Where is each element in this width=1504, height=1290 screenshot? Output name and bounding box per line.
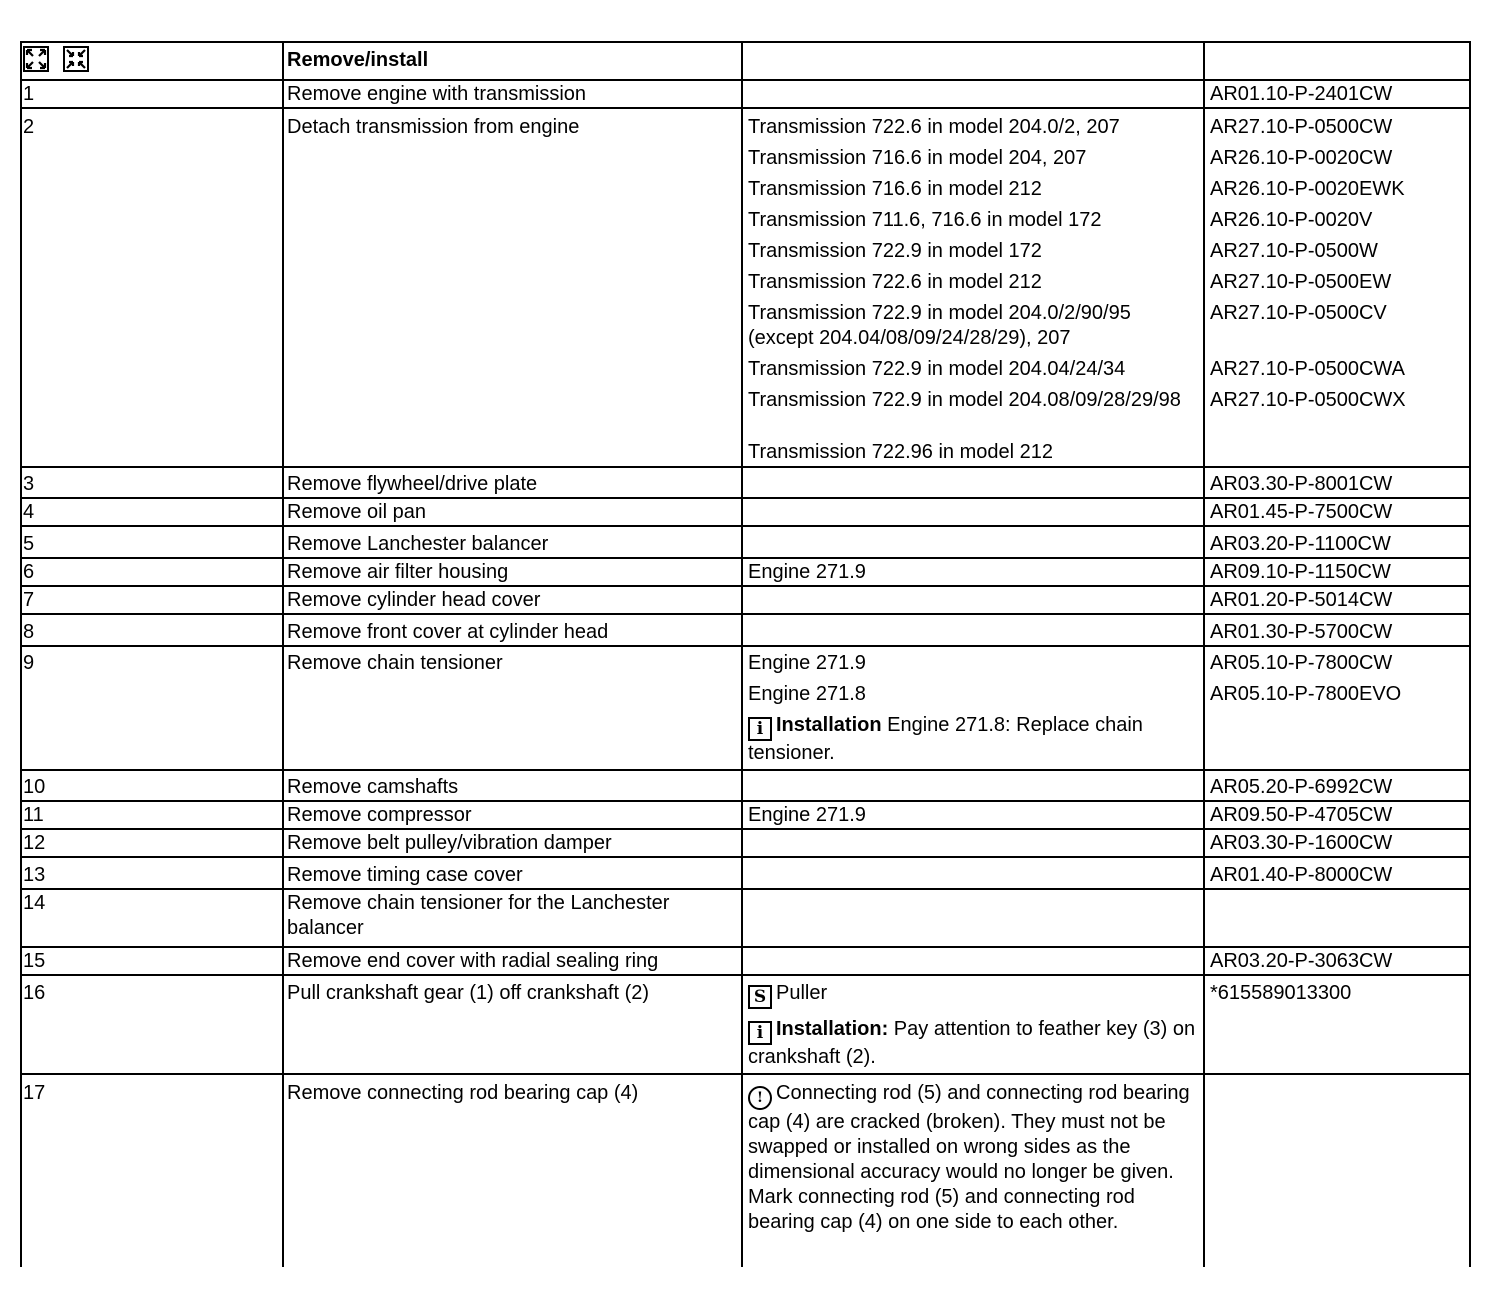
- tool-label: Puller: [776, 982, 828, 1004]
- header-empty-cell: [1204, 42, 1470, 80]
- table-row: [21, 889, 1470, 947]
- step-description: Remove belt pulley/vibration damper: [283, 829, 742, 857]
- step-note: [742, 498, 1204, 526]
- doc-reference-link[interactable]: AR27.10-P-0500CV: [1210, 302, 1387, 324]
- step-note: [742, 467, 1204, 498]
- note-line: Transmission 722.6 in model 204.0/2, 207: [748, 116, 1120, 138]
- step-note: [742, 646, 1204, 770]
- procedure-table: [20, 41, 1471, 1267]
- info-icon: i: [748, 717, 772, 741]
- step-note: [742, 889, 1204, 947]
- table-row: [21, 558, 1470, 586]
- doc-reference-link[interactable]: AR01.10-P-2401CW: [1204, 80, 1470, 108]
- doc-reference-link[interactable]: AR01.20-P-5014CW: [1204, 586, 1470, 614]
- note-line: Transmission 722.9 in model 204.04/24/34: [748, 358, 1126, 380]
- info-note: [748, 1017, 1199, 1073]
- doc-reference-link[interactable]: AR03.20-P-1100CW: [1204, 526, 1470, 558]
- step-note: [742, 770, 1204, 801]
- table-row: [21, 526, 1470, 558]
- expand-all-icon[interactable]: [23, 46, 49, 72]
- table-row: [21, 1074, 1470, 1267]
- note-line: Engine 271.8: [748, 683, 866, 705]
- special-tool-icon: S: [748, 985, 772, 1009]
- step-number: 15: [21, 947, 283, 975]
- table-row: [21, 947, 1470, 975]
- step-note: [742, 975, 1204, 1074]
- step-note: Engine 271.9: [742, 558, 1204, 586]
- table-row: [21, 829, 1470, 857]
- step-description: Pull crankshaft gear (1) off crankshaft (2): [283, 975, 742, 1074]
- table-row: [21, 586, 1470, 614]
- doc-reference-link[interactable]: AR01.30-P-5700CW: [1204, 614, 1470, 646]
- doc-reference-link[interactable]: [1204, 889, 1470, 947]
- step-number: 7: [21, 586, 283, 614]
- step-number: 3: [21, 467, 283, 498]
- note-line: Transmission 722.9 in model 204.0/2/90/95 (except 204.04/08/09/24/28/29), 207: [748, 302, 1131, 349]
- header-row: [21, 42, 1470, 80]
- doc-reference-link[interactable]: AR27.10-P-0500W: [1210, 240, 1378, 262]
- info-text: Engine 271.8: Replace chain tensioner.: [748, 714, 1143, 764]
- step-description: Remove compressor: [283, 801, 742, 829]
- step-number: 2: [21, 108, 283, 467]
- step-note: Engine 271.9: [742, 801, 1204, 829]
- step-number: 11: [21, 801, 283, 829]
- header-title: Remove/install: [283, 42, 742, 80]
- tool-part-number-link[interactable]: *615589013300: [1204, 975, 1470, 1074]
- doc-reference-link[interactable]: AR01.40-P-8000CW: [1204, 857, 1470, 889]
- table-row: [21, 108, 1470, 467]
- step-description: Remove flywheel/drive plate: [283, 467, 742, 498]
- doc-reference-link[interactable]: AR03.30-P-8001CW: [1204, 467, 1470, 498]
- step-description: Remove camshafts: [283, 770, 742, 801]
- note-line: Transmission 711.6, 716.6 in model 172: [748, 209, 1102, 231]
- step-description: Remove front cover at cylinder head: [283, 614, 742, 646]
- table-row: [21, 646, 1470, 770]
- doc-reference-link[interactable]: AR03.20-P-3063CW: [1204, 947, 1470, 975]
- step-description: Remove oil pan: [283, 498, 742, 526]
- table-row: [21, 614, 1470, 646]
- doc-reference-link[interactable]: AR09.50-P-4705CW: [1204, 801, 1470, 829]
- step-description: Remove engine with transmission: [283, 80, 742, 108]
- step-description: Remove chain tensioner: [283, 646, 742, 770]
- note-line: Engine 271.9: [748, 652, 866, 674]
- step-description: Detach transmission from engine: [283, 108, 742, 467]
- info-label: Installation: [776, 714, 882, 736]
- warning-text: Connecting rod (5) and connecting rod bearing cap (4) are cracked (broken). They must not be swapped or installed on wrong sides as the dimensional accuracy would no longer be given. Mark connecting rod (5) and connecting rod bearing cap (4) on one side to each other.: [748, 1082, 1190, 1233]
- step-description: Remove chain tensioner for the Lanchester balancer: [283, 889, 742, 947]
- step-note: [742, 80, 1204, 108]
- step-note: [742, 586, 1204, 614]
- step-note: [742, 829, 1204, 857]
- doc-reference-link[interactable]: AR27.10-P-0500EW: [1210, 271, 1392, 293]
- step-number: 6: [21, 558, 283, 586]
- info-note: [748, 713, 1199, 769]
- header-icons-cell: [21, 42, 283, 80]
- doc-reference-link[interactable]: AR05.10-P-7800EVO: [1210, 683, 1402, 705]
- step-note: [742, 857, 1204, 889]
- step-number: 8: [21, 614, 283, 646]
- info-text: Pay attention to feather key (3) on crankshaft (2).: [748, 1018, 1196, 1068]
- step-note: [742, 526, 1204, 558]
- table-row: [21, 801, 1470, 829]
- warning-icon: !: [748, 1086, 772, 1110]
- step-note: [742, 947, 1204, 975]
- collapse-all-icon[interactable]: [63, 46, 89, 72]
- note-line: Transmission 716.6 in model 204, 207: [748, 147, 1087, 169]
- table-row: [21, 770, 1470, 801]
- step-description: Remove air filter housing: [283, 558, 742, 586]
- step-number: 13: [21, 857, 283, 889]
- doc-reference-link[interactable]: [1204, 1074, 1470, 1267]
- step-number: 17: [21, 1074, 283, 1267]
- doc-reference-link[interactable]: AR27.10-P-0500CWX: [1210, 389, 1406, 411]
- step-description: Remove timing case cover: [283, 857, 742, 889]
- step-number: 16: [21, 975, 283, 1074]
- tool-note: [748, 981, 1199, 1009]
- note-line: Transmission 722.9 in model 204.08/09/28/29/98: [748, 389, 1181, 411]
- doc-reference-link[interactable]: AR26.10-P-0020EWK: [1210, 178, 1405, 200]
- info-icon: i: [748, 1021, 772, 1045]
- doc-reference-link[interactable]: AR26.10-P-0020CW: [1210, 147, 1393, 169]
- table-row: [21, 498, 1470, 526]
- doc-reference-link[interactable]: AR05.20-P-6992CW: [1204, 770, 1470, 801]
- step-number: 1: [21, 80, 283, 108]
- procedure-document: [20, 41, 1463, 1267]
- step-note: [742, 614, 1204, 646]
- table-row: [21, 467, 1470, 498]
- doc-reference-link[interactable]: AR27.10-P-0500CWA: [1210, 358, 1405, 380]
- table-row: [21, 857, 1470, 889]
- step-description: Remove end cover with radial sealing ring: [283, 947, 742, 975]
- note-line: Transmission 722.96 in model 212: [748, 441, 1053, 463]
- step-note: [742, 1074, 1204, 1267]
- doc-reference-link[interactable]: AR01.45-P-7500CW: [1204, 498, 1470, 526]
- note-line: Transmission 722.9 in model 172: [748, 240, 1042, 262]
- step-number: 4: [21, 498, 283, 526]
- doc-reference-link[interactable]: AR27.10-P-0500CW: [1210, 116, 1393, 138]
- header-empty-cell: [742, 42, 1204, 80]
- doc-reference-cell: [1204, 646, 1470, 770]
- step-note: [742, 108, 1204, 467]
- note-line: Transmission 722.6 in model 212: [748, 271, 1042, 293]
- step-number: 5: [21, 526, 283, 558]
- step-description: Remove Lanchester balancer: [283, 526, 742, 558]
- doc-reference-link[interactable]: AR05.10-P-7800CW: [1210, 652, 1393, 674]
- doc-reference-cell: [1204, 108, 1470, 467]
- table-row: [21, 80, 1470, 108]
- info-label: Installation:: [776, 1018, 889, 1040]
- doc-reference-link[interactable]: AR26.10-P-0020V: [1210, 209, 1373, 231]
- doc-reference-link[interactable]: AR09.10-P-1150CW: [1204, 558, 1470, 586]
- step-number: 14: [21, 889, 283, 947]
- step-number: 12: [21, 829, 283, 857]
- table-row: [21, 975, 1470, 1074]
- step-number: 9: [21, 646, 283, 770]
- step-description: Remove connecting rod bearing cap (4): [283, 1074, 742, 1267]
- doc-reference-link[interactable]: AR03.30-P-1600CW: [1204, 829, 1470, 857]
- note-line: Transmission 716.6 in model 212: [748, 178, 1042, 200]
- step-number: 10: [21, 770, 283, 801]
- step-description: Remove cylinder head cover: [283, 586, 742, 614]
